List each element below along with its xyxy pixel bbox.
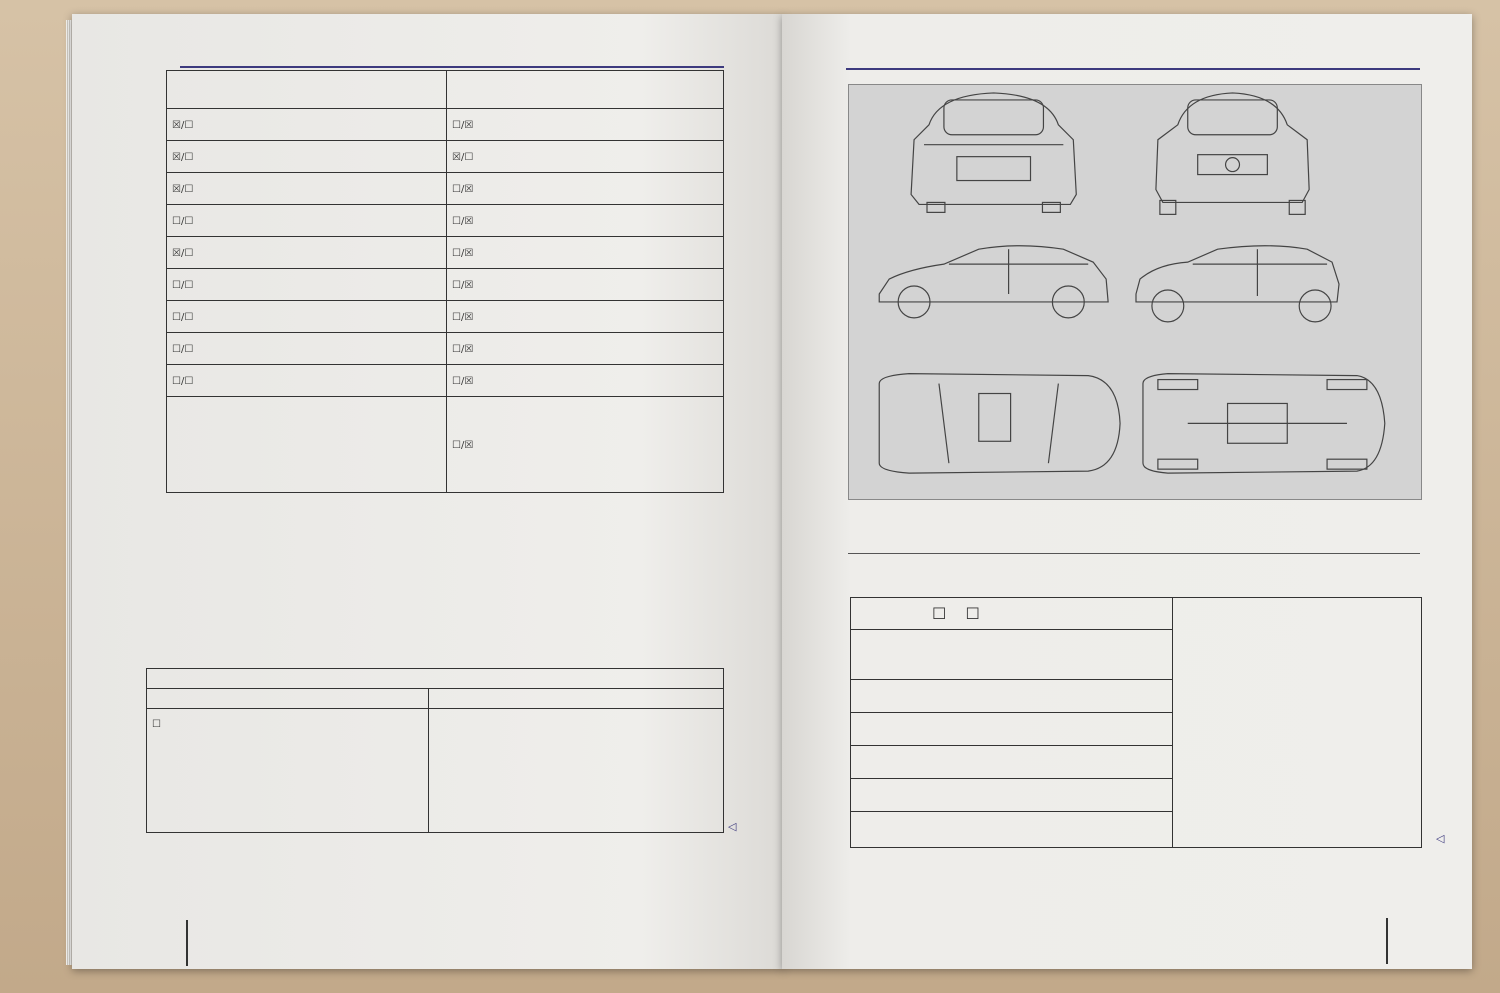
yes-no-checkbox[interactable]: ☐/☒ — [452, 279, 474, 291]
yes-no-checkbox[interactable]: ☐/☒ — [452, 343, 474, 355]
service-row — [167, 109, 724, 141]
car-side-view-right — [1136, 246, 1339, 322]
car-views-svg — [849, 85, 1421, 499]
car-diagram — [848, 84, 1422, 500]
yes-no-checkbox[interactable]: ☐/☒ — [452, 439, 474, 451]
service-row — [167, 269, 724, 301]
yes-no-checkbox[interactable]: ☐/☒ — [452, 247, 474, 259]
yes-no-checkbox[interactable]: ☐/☐ — [172, 215, 194, 227]
yes-no-checkbox[interactable]: ☒/☐ — [172, 119, 194, 131]
continue-arrow-icon: ◁ — [728, 821, 737, 833]
yes-no-checkbox[interactable]: ☒/☐ — [452, 151, 474, 163]
yes-no-checkbox[interactable]: ☐/☒ — [452, 311, 474, 323]
service-row — [167, 365, 724, 397]
service-row — [167, 141, 724, 173]
interval-checkbox[interactable]: ☐ — [152, 719, 161, 730]
service-rows — [167, 109, 724, 493]
extra-work-item — [447, 173, 724, 205]
extra-work-item — [447, 141, 724, 173]
yes-no-checkbox[interactable]: ☐/☒ — [452, 375, 474, 387]
next-event-cell — [147, 709, 429, 833]
info-rule — [848, 553, 1420, 554]
description-line[interactable] — [851, 680, 1172, 713]
performed-item — [167, 109, 447, 141]
yes-no-checkbox[interactable]: ☐/☒ — [452, 215, 474, 227]
title-rule — [180, 66, 724, 68]
right-stamp-cell — [1173, 598, 1422, 848]
performed-item — [167, 269, 447, 301]
performed-item — [167, 237, 447, 269]
yes-no-checkbox[interactable]: ☒/☐ — [172, 151, 194, 163]
performed-item — [167, 141, 447, 173]
extra-work-item — [447, 365, 724, 397]
service-row — [167, 333, 724, 365]
yes-no-checkbox[interactable]: ☐/☐ — [172, 343, 194, 355]
figure-caption — [850, 505, 858, 519]
defects-table — [850, 597, 1422, 848]
yes-checkbox[interactable]: ☐ — [932, 604, 947, 623]
performed-item — [167, 333, 447, 365]
description-cell — [851, 630, 1173, 848]
performed-item — [167, 301, 447, 333]
service-row — [167, 173, 724, 205]
description-line[interactable] — [851, 713, 1172, 746]
yes-no-checkbox[interactable]: ☒/☐ — [172, 247, 194, 259]
extra-work-item — [447, 269, 724, 301]
next-service-title — [147, 669, 724, 689]
next-extra-cell — [429, 709, 724, 833]
extra-work-item — [447, 333, 724, 365]
col1-header — [167, 71, 447, 109]
car-rear-view — [911, 93, 1076, 212]
yes-no-checkbox[interactable]: ☒/☐ — [172, 183, 194, 195]
performed-item — [167, 173, 447, 205]
next-service-table — [146, 668, 724, 833]
car-front-view — [1156, 93, 1309, 214]
right-title-rule — [846, 68, 1420, 70]
continue-arrow-icon: ◁ — [1436, 833, 1445, 845]
left-footer-divider — [186, 920, 188, 966]
performed-item — [167, 205, 447, 237]
extra-work-item — [447, 237, 724, 269]
car-underbody-view — [1143, 374, 1385, 474]
service-table — [166, 70, 724, 493]
description-line[interactable] — [851, 779, 1172, 812]
yes-no-checkbox[interactable]: ☐/☐ — [172, 279, 194, 291]
car-top-view — [879, 374, 1120, 474]
yes-no-checkbox[interactable]: ☐/☐ — [172, 311, 194, 323]
next-col1-header — [147, 689, 429, 709]
extra-work-item — [447, 397, 724, 493]
car-side-view-left — [879, 246, 1108, 318]
yes-no-checkbox[interactable]: ☐/☒ — [452, 183, 474, 195]
extra-work-item — [447, 301, 724, 333]
next-col2-header — [429, 689, 724, 709]
service-row — [167, 397, 724, 493]
service-row — [167, 205, 724, 237]
right-footer-divider — [1386, 918, 1388, 964]
description-line[interactable] — [851, 746, 1172, 779]
yes-no-checkbox[interactable]: ☐/☐ — [172, 375, 194, 387]
no-checkbox[interactable]: ☐ — [965, 604, 980, 623]
extra-work-item — [447, 205, 724, 237]
service-row — [167, 237, 724, 269]
service-row — [167, 301, 724, 333]
extra-work-item — [447, 109, 724, 141]
performed-item — [167, 365, 447, 397]
description-label — [851, 630, 1172, 680]
col2-header — [447, 71, 724, 109]
service-date-cell — [167, 397, 447, 493]
defects-question-cell — [851, 598, 1173, 630]
yes-no-checkbox[interactable]: ☐/☒ — [452, 119, 474, 131]
